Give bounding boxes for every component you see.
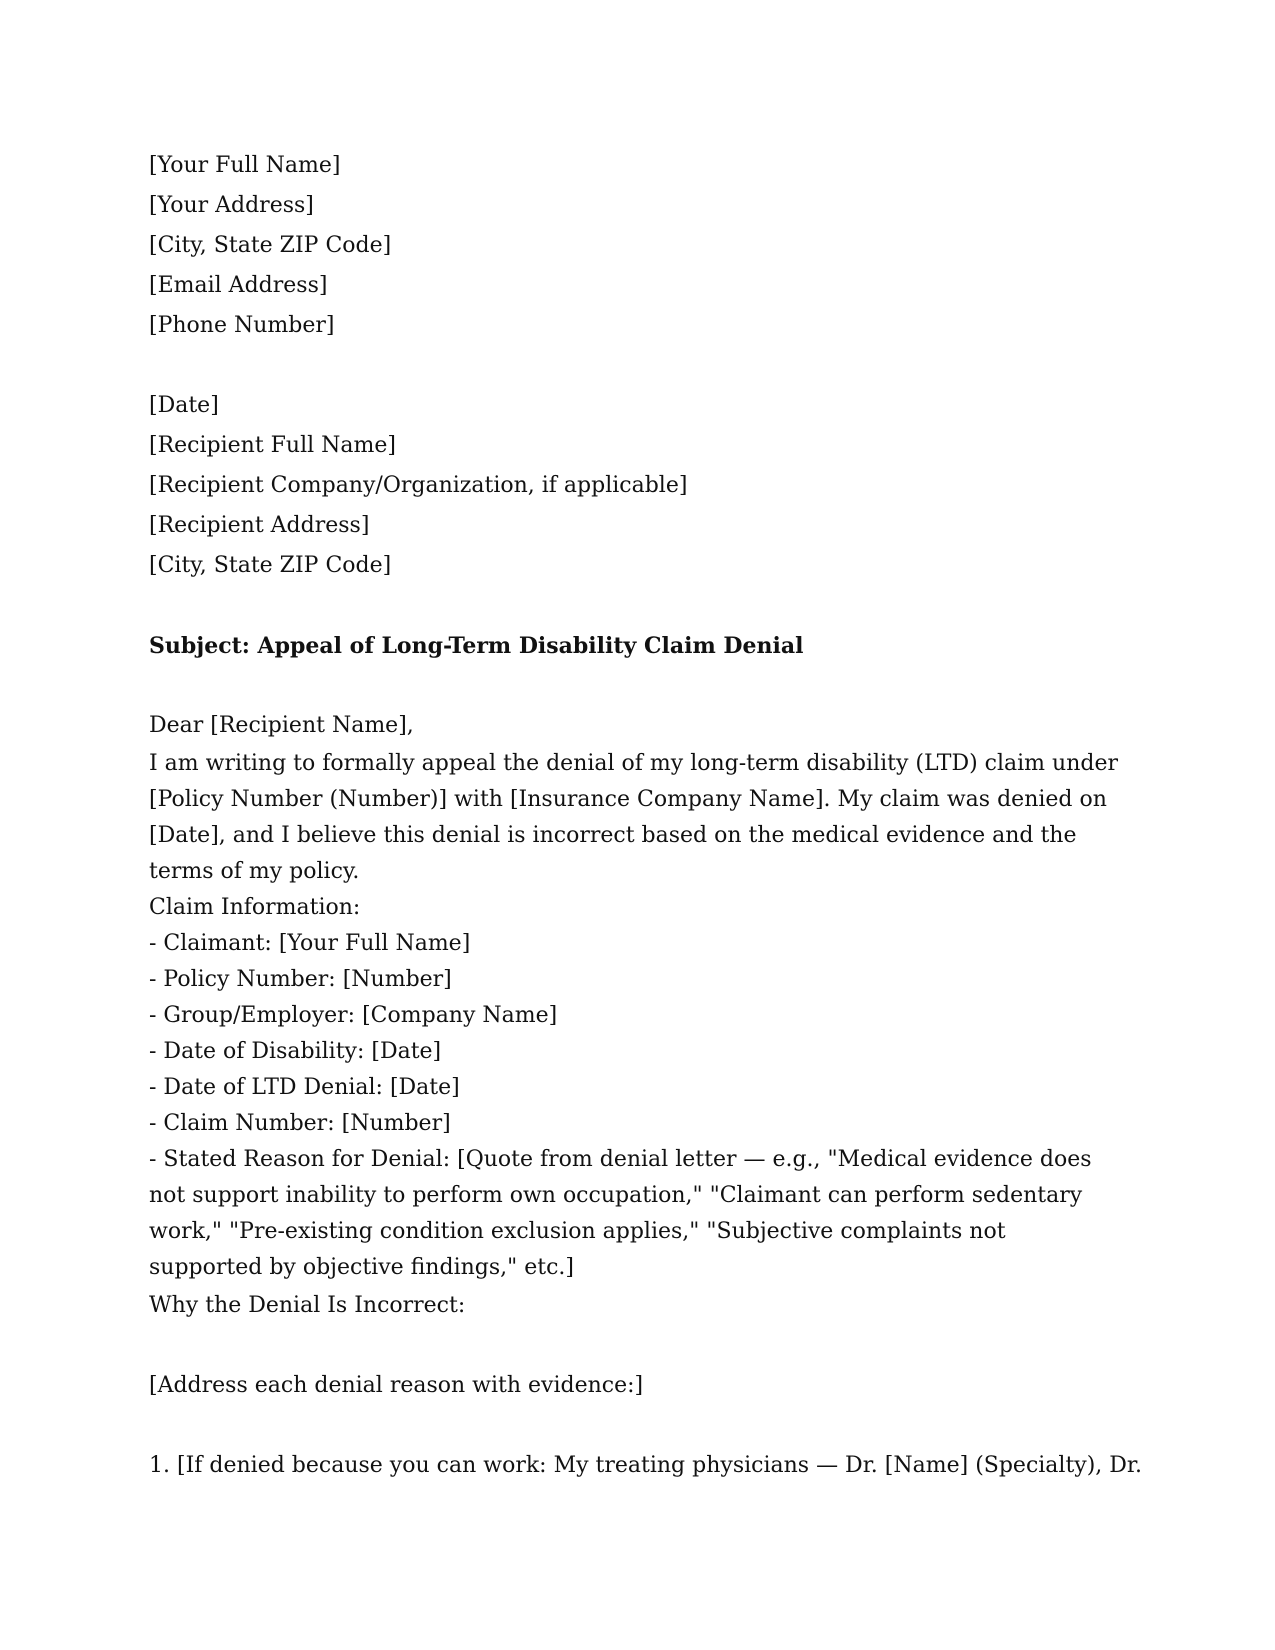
spacer xyxy=(149,346,1124,386)
sender-email: [Email Address] xyxy=(149,273,328,298)
intro-paragraph: I am writing to formally appeal the denial of my long-term disability (LTD) claim under [Policy Number (Number)] with [Insurance Company Name]. My claim was denied on [Date], and I believe this denial is incorrect based on the medical evidence and the terms of my policy. xyxy=(149,751,1118,884)
recipient-address: [Recipient Address] xyxy=(149,513,370,538)
spacer xyxy=(149,1406,1124,1446)
denial-reason: - Stated Reason for Denial: [Quote from denial letter — e.g., "Medical evidence does not support inability to perform own occupation," "Claimant can perform sedentary work," "Pre-existing condition exclusion applies," "Subjective complaints not supported by objective findings," etc.] xyxy=(149,1147,1092,1280)
letter-body xyxy=(149,146,1143,1486)
recipient-block xyxy=(149,426,1124,586)
subject-line: Subject: Appeal of Long-Term Disability Claim Denial xyxy=(149,633,804,659)
claim-info-item: - Date of Disability: [Date] xyxy=(149,1039,442,1064)
recipient-name: [Recipient Full Name] xyxy=(149,433,396,458)
why-incorrect-heading: Why the Denial Is Incorrect: xyxy=(149,1293,466,1318)
spacer xyxy=(149,586,1124,626)
spacer xyxy=(149,666,1124,706)
claim-information xyxy=(149,890,1124,1286)
sender-address: [Your Address] xyxy=(149,193,314,218)
salutation: Dear [Recipient Name], xyxy=(149,713,414,738)
claim-info-item: - Claim Number: [Number] xyxy=(149,1111,451,1136)
letter-date: [Date] xyxy=(149,393,219,418)
sender-block xyxy=(149,146,1124,346)
claim-info-item: - Date of LTD Denial: [Date] xyxy=(149,1075,460,1100)
spacer xyxy=(149,1326,1124,1366)
claim-info-heading: Claim Information: xyxy=(149,895,361,920)
recipient-city-state-zip: [City, State ZIP Code] xyxy=(149,553,392,578)
address-instruction: [Address each denial reason with evidence:] xyxy=(149,1373,644,1398)
claim-info-item: - Group/Employer: [Company Name] xyxy=(149,1003,558,1028)
claim-info-item: - Claimant: [Your Full Name] xyxy=(149,931,471,956)
point-1: 1. [If denied because you can work: My treating physicians — Dr. [Name] (Specialty), Dr. xyxy=(149,1453,1143,1478)
recipient-company: [Recipient Company/Organization, if applicable] xyxy=(149,473,688,498)
sender-city-state-zip: [City, State ZIP Code] xyxy=(149,233,392,258)
sender-phone: [Phone Number] xyxy=(149,313,335,338)
sender-name: [Your Full Name] xyxy=(149,153,341,178)
claim-info-item: - Policy Number: [Number] xyxy=(149,967,452,992)
